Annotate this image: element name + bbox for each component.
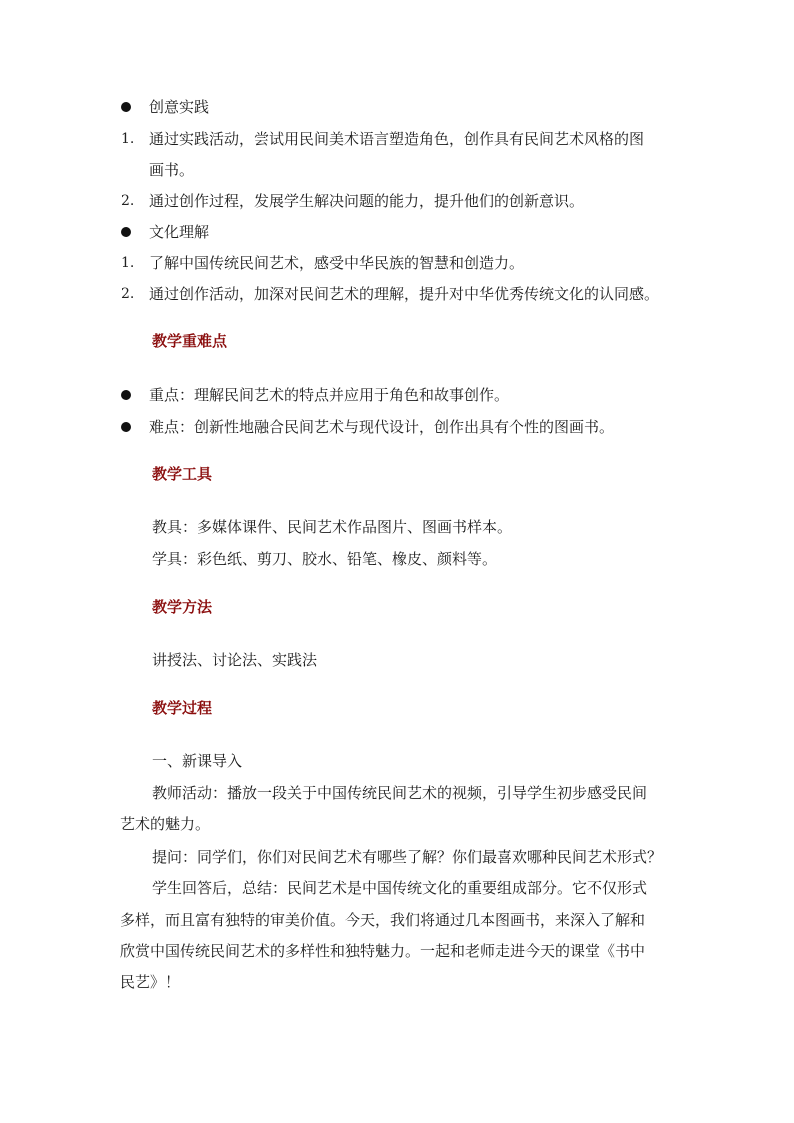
bullet-row-culture	[0, 217, 794, 247]
methods-row	[0, 645, 794, 675]
paragraph-text: 欣赏中国传统民间艺术的多样性和独特魅力。一起和老师走进今天的课堂《书中	[120, 942, 646, 960]
process-step-title-row	[0, 746, 794, 776]
paragraph-text: 艺术的魅力。	[120, 815, 211, 833]
tools-teacher-row	[0, 512, 794, 542]
list-item-text: 通过创作过程，发展学生解决问题的能力，提升他们的创新意识。	[149, 192, 585, 210]
bullet-row-practice	[0, 92, 794, 122]
list-number: 2.	[121, 193, 135, 209]
methods-text: 讲授法、讨论法、实践法	[152, 651, 318, 669]
culture-item-1	[0, 248, 794, 278]
process-para1-line2	[0, 809, 794, 839]
section-label-culture: 文化理解	[149, 223, 210, 241]
process-para3-line4	[0, 967, 794, 997]
paragraph-text: 学生回答后，总结：民间艺术是中国传统文化的重要组成部分。它不仅形式	[152, 879, 648, 897]
bullet-icon	[121, 102, 131, 112]
list-number: 2.	[121, 286, 135, 302]
process-para1-line1	[0, 778, 794, 808]
tools-teacher-text: 教具：多媒体课件、民间艺术作品图片、图画书样本。	[152, 518, 513, 536]
paragraph-text: 多样，而且富有独特的审美价值。今天，我们将通过几本图画书，来深入了解和	[120, 911, 646, 929]
process-step-title: 一、新课导入	[152, 752, 243, 770]
heading-row-key-points	[0, 326, 794, 356]
list-item-text: 通过创作活动，加深对民间艺术的理解，提升对中华优秀传统文化的认同感。	[149, 285, 660, 303]
key-point-item-1	[0, 380, 794, 410]
tools-student-row	[0, 544, 794, 574]
list-number: 1.	[121, 131, 135, 147]
list-item-text: 通过实践活动，尝试用民间美术语言塑造角色，创作具有民间艺术风格的图	[149, 130, 645, 148]
tools-student-text: 学具：彩色纸、剪刀、胶水、铅笔、橡皮、颜料等。	[152, 550, 498, 568]
section-heading: 教学工具	[152, 465, 213, 483]
paragraph-text: 教师活动：播放一段关于中国传统民间艺术的视频，引导学生初步感受民间	[152, 784, 648, 802]
paragraph-text: 提问：同学们，你们对民间艺术有哪些了解？你们最喜欢哪种民间艺术形式？	[152, 848, 663, 866]
section-label-practice: 创意实践	[149, 98, 210, 116]
practice-item-1-continued	[0, 155, 794, 185]
paragraph-text: 民艺》！	[120, 973, 181, 991]
section-heading: 教学过程	[152, 699, 213, 717]
process-para3-line2	[0, 905, 794, 935]
bullet-icon	[121, 422, 131, 432]
heading-row-methods	[0, 592, 794, 622]
heading-row-tools	[0, 459, 794, 489]
bullet-icon	[121, 390, 131, 400]
practice-item-2	[0, 186, 794, 216]
key-point-text: 难点：创新性地融合民间艺术与现代设计，创作出具有个性的图画书。	[149, 418, 615, 436]
process-para2-line1	[0, 842, 794, 872]
culture-item-2	[0, 279, 794, 309]
key-point-item-2	[0, 412, 794, 442]
section-heading: 教学方法	[152, 598, 213, 616]
section-heading: 教学重难点	[152, 332, 228, 350]
process-para3-line1	[0, 873, 794, 903]
practice-item-1	[0, 124, 794, 154]
list-item-text-continued: 画书。	[149, 161, 195, 179]
process-para3-line3	[0, 936, 794, 966]
heading-row-process	[0, 693, 794, 723]
list-number: 1.	[121, 255, 135, 271]
list-item-text: 了解中国传统民间艺术，感受中华民族的智慧和创造力。	[149, 254, 525, 272]
key-point-text: 重点：理解民间艺术的特点并应用于角色和故事创作。	[149, 386, 510, 404]
bullet-icon	[121, 227, 131, 237]
